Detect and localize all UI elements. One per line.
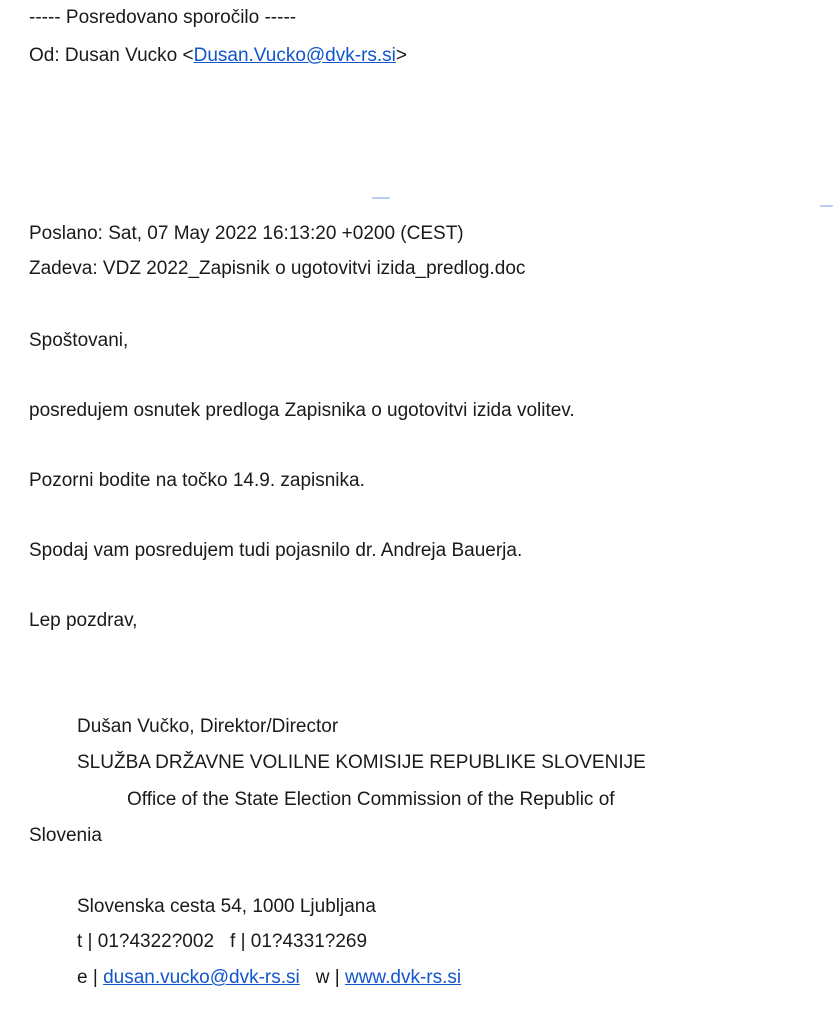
scan-artifact bbox=[820, 205, 833, 207]
body-paragraph: Spodaj vam posredujem tudi pojasnilo dr. Andreja Bauerja. bbox=[29, 540, 523, 561]
greeting: Spoštovani, bbox=[29, 330, 129, 351]
signature-phone: t | 01?4322?002 bbox=[77, 931, 215, 952]
forwarded-header: ----- Posredovano sporočilo ----- bbox=[29, 7, 297, 28]
signature-web-link[interactable]: www.dvk-rs.si bbox=[344, 967, 462, 988]
signature-phone-line bbox=[77, 929, 367, 955]
subject-line: Zadeva: VDZ 2022_Zapisnik o ugotovitvi izida_predlog.doc bbox=[29, 258, 526, 279]
from-suffix: > bbox=[395, 45, 408, 66]
sent-line: Poslano: Sat, 07 May 2022 16:13:20 +0200 (CEST) bbox=[29, 223, 464, 244]
body-paragraph: Pozorni bodite na točko 14.9. zapisnika. bbox=[29, 470, 365, 491]
signature-address: Slovenska cesta 54, 1000 Ljubljana bbox=[77, 896, 376, 917]
from-line bbox=[29, 43, 407, 69]
scan-artifact bbox=[372, 197, 390, 199]
body-paragraph: posredujem osnutek predloga Zapisnika o ugotovitvi izida volitev. bbox=[29, 400, 575, 421]
signature-org-sl: SLUŽBA DRŽAVNE VOLILNE KOMISIJE REPUBLIKE SLOVENIJE bbox=[77, 752, 646, 773]
signature-web-prefix: w | bbox=[315, 967, 340, 988]
closing: Lep pozdrav, bbox=[29, 610, 138, 631]
signature-email-link[interactable]: dusan.vucko@dvk-rs.si bbox=[103, 967, 300, 988]
signature-name: Dušan Vučko, Direktor/Director bbox=[77, 716, 339, 737]
signature-org-en: Office of the State Election Commission of the Republic of bbox=[127, 789, 615, 810]
signature-email-prefix: e | bbox=[77, 967, 98, 988]
signature-contact-line bbox=[77, 965, 461, 991]
signature-org-en-cont: Slovenia bbox=[29, 825, 102, 846]
signature-fax: f | 01?4331?269 bbox=[230, 931, 368, 952]
from-prefix: Od: Dusan Vucko < bbox=[29, 45, 194, 66]
from-email-link[interactable]: Dusan.Vucko@dvk-rs.si bbox=[193, 45, 396, 66]
